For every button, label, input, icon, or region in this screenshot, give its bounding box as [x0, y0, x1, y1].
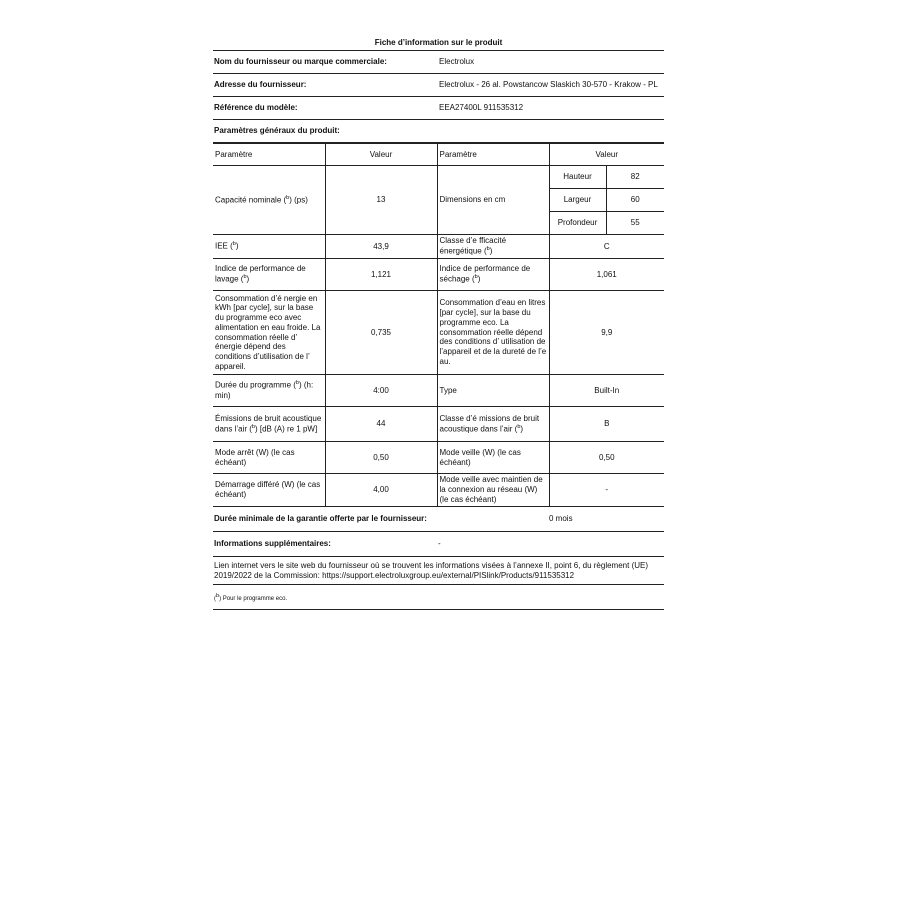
table-header-row [213, 144, 664, 166]
networked-standby-label: Mode veille avec maintien de la connexion au réseau (W) (le cas échéant) [437, 474, 549, 507]
sheet-title: Fiche d’information sur le produit [213, 36, 664, 51]
address-row [213, 74, 664, 97]
model-value: EEA27400L 911535312 [439, 103, 524, 113]
noise-label: Émissions de bruit acoustique dans l’air ($^b$) [dB (A) re 1 pW] [213, 407, 325, 442]
noise-class-label: Classe d’é missions de bruit acoustique dans l’air ($^b$) [437, 407, 549, 442]
standby-label: Mode veille (W) (le cas échéant) [437, 442, 549, 474]
supplier-label: Nom du fournisseur ou marque commerciale: [214, 57, 387, 67]
height-value: 82 [630, 172, 640, 182]
guarantee-value: 0 mois [549, 514, 573, 524]
iee-row [213, 235, 664, 259]
networked-standby-value: - [549, 474, 664, 507]
model-row [213, 97, 664, 120]
dimensions-label: Dimensions en cm [437, 166, 549, 235]
energy-consumption-label: Consommation d’é nergie en kWh [par cycle], sur la base du programme eco avec alimentation en eau froide. La consommation réelle d’ énergie dépend des conditions d’utilisation de l’ appareil. [213, 291, 325, 375]
duration-row [213, 375, 664, 407]
noise-value: 44 [325, 407, 437, 442]
consumption-row [213, 291, 664, 375]
address-label: Adresse du fournisseur: [214, 80, 307, 90]
supplier-row [213, 51, 664, 74]
delay-start-value: 4,00 [325, 474, 437, 507]
supplier-value: Electrolux [439, 57, 475, 67]
product-information-sheet [213, 36, 664, 610]
type-label: Type [437, 375, 549, 407]
performance-row [213, 259, 664, 291]
footnote: ($^b$) Pour le programme eco. [213, 585, 664, 610]
depth-label: Profondeur [550, 212, 607, 234]
depth-value: 55 [630, 218, 640, 228]
width-label: Largeur [550, 189, 607, 211]
delay-row [213, 474, 664, 507]
noise-class-value: B [549, 407, 664, 442]
dry-performance-label: Indice de performance de séchage ($^b$) [437, 259, 549, 291]
water-consumption-label: Consommation d’eau en litres [par cycle], sur la base du programme eco. La consommation réelle dépend des conditions d’ utilisation de l’appareil et de la dureté de l’e au. [437, 291, 549, 375]
noise-row [213, 407, 664, 442]
wash-performance-value: 1,121 [325, 259, 437, 291]
duration-label: Durée du programme ($^b$) (h: min) [213, 375, 325, 407]
iee-label: IEE ($^b$) [213, 235, 325, 259]
delay-start-label: Démarrage différé (W) (le cas échéant) [213, 474, 325, 507]
capacity-value: 13 [325, 166, 437, 235]
additional-info-label: Informations supplémentaires: [214, 539, 331, 549]
energy-class-value: C [549, 235, 664, 259]
additional-info-value: - [438, 539, 441, 549]
energy-consumption-value: 0,735 [325, 291, 437, 375]
width-value: 60 [630, 195, 640, 205]
water-consumption-value: 9,9 [549, 291, 664, 375]
header-param-2: Paramètre [437, 144, 549, 166]
header-param: Paramètre [213, 144, 325, 166]
header-value-2: Valeur [549, 144, 664, 166]
capacity-row [213, 166, 664, 235]
height-label: Hauteur [550, 166, 607, 188]
guarantee-label: Durée minimale de la garantie offerte par le fournisseur: [214, 514, 427, 524]
duration-value: 4:00 [325, 375, 437, 407]
wash-performance-label: Indice de performance de lavage ($^b$) [213, 259, 325, 291]
model-label: Référence du modèle: [214, 103, 298, 113]
address-value: Electrolux - 26 al. Powstancow Slaskich 30-570 - Krakow - PL [439, 80, 658, 90]
additional-info-row [213, 532, 664, 556]
iee-value: 43,9 [325, 235, 437, 259]
energy-class-label: Classe d’e fficacité énergétique ($^b$) [437, 235, 549, 259]
dimensions-values [549, 166, 664, 235]
header-value: Valeur [325, 144, 437, 166]
type-value: Built-In [549, 375, 664, 407]
off-mode-label: Mode arrêt (W) (le cas échéant) [213, 442, 325, 474]
supplier-link-text: Lien internet vers le site web du fournisseur où se trouvent les informations visées à l’annexe II, point 6, du règlement (UE) 2019/2022 de la Commission: https://support.electroluxgroup.eu/external/PISlink/Products/911535312 [213, 556, 664, 585]
parameters-table [213, 143, 664, 507]
capacity-label: Capacité nominale ($^b$) (ps) [213, 166, 325, 235]
guarantee-row [213, 507, 664, 532]
general-parameters-heading: Paramètres généraux du produit: [213, 120, 664, 143]
mode-row [213, 442, 664, 474]
standby-value: 0,50 [549, 442, 664, 474]
off-mode-value: 0,50 [325, 442, 437, 474]
dry-performance-value: 1,061 [549, 259, 664, 291]
